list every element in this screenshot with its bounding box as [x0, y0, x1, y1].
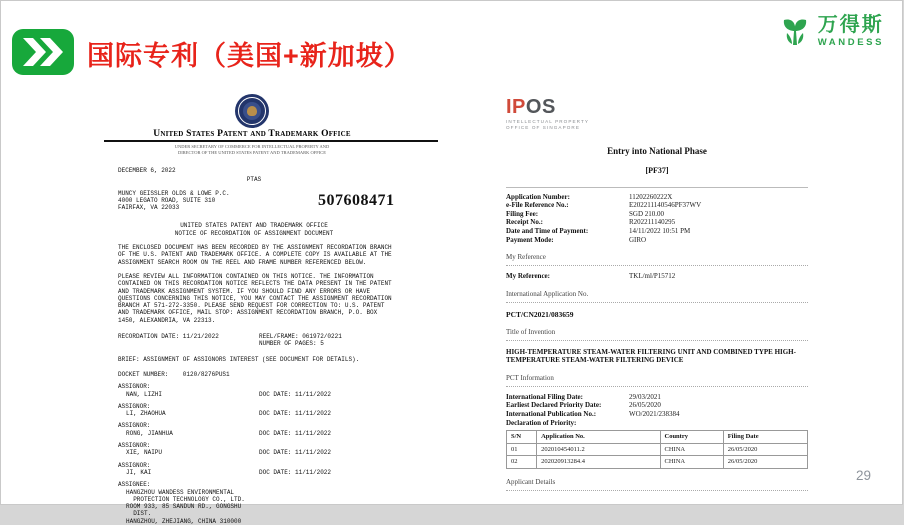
section-title-of-invention: Title of Invention [506, 328, 808, 341]
field-label: My Reference: [506, 272, 550, 281]
assignor-doc-date: DOC DATE: 11/11/2022 [259, 449, 332, 457]
field-row [506, 218, 808, 227]
my-reference-row [506, 272, 808, 281]
table-cell: 202010454011.2 [537, 443, 660, 456]
table-cell: 02 [507, 456, 537, 469]
notice-title [118, 222, 390, 237]
assignor-doc-date: DOC DATE: 11/11/2022 [259, 429, 332, 437]
assignee-block [118, 481, 398, 525]
uspto-header [104, 94, 400, 139]
assignor-label: ASSIGNOR: [118, 383, 151, 391]
field-value: WO/2021/238384 [629, 409, 680, 418]
column-header: S/N [507, 431, 537, 444]
assignor-name: RONG, JIANHUA [126, 429, 173, 437]
field-value: 14/11/2022 10:51 PM [629, 226, 691, 235]
assignor-doc-date: DOC DATE: 11/11/2022 [259, 390, 332, 398]
reel-frame-block [259, 333, 342, 348]
field-label: Declaration of Priority: [506, 418, 577, 427]
table-row [507, 443, 808, 456]
column-header: Filing Date [723, 431, 807, 444]
double-chevron-icon [12, 29, 74, 75]
invention-title: HIGH-TEMPERATURE STEAM-WATER FILTERING UNIT AND COMBINED TYPE HIGH-TEMPERATURE STEAM-WATER FILTERING DEVICE [506, 347, 796, 365]
page-number: 29 [856, 468, 872, 483]
uspto-body [118, 167, 398, 525]
assignee-label: ASSIGNEE: [118, 481, 151, 489]
field-row [506, 210, 808, 219]
field-label: Payment Mode: [506, 235, 554, 244]
form-title: Entry into National Phase [607, 145, 707, 156]
field-label: International Filing Date: [506, 392, 583, 401]
assignor-label: ASSIGNOR: [118, 422, 151, 430]
ipos-sub-line1: INTELLECTUAL PROPERTY [506, 119, 590, 124]
priority-table [506, 430, 808, 469]
field-label: Filing Fee: [506, 209, 539, 218]
ipos-os-letters: OS [525, 96, 556, 118]
brief-line: BRIEF: ASSIGNMENT OF ASSIGNORS INTEREST (SEE DOCUMENT FOR DETAILS). [118, 355, 360, 363]
table-cell: CHINA [660, 443, 723, 456]
assignor-doc-date: DOC DATE: 11/11/2022 [259, 410, 332, 418]
field-row [506, 193, 808, 202]
form-code: [PF37] [645, 165, 669, 175]
field-value: GIRO [629, 235, 647, 244]
brand-name-cn: 万得斯 [817, 13, 884, 36]
field-label: International Publication No.: [506, 409, 597, 418]
uspto-seal-icon [235, 94, 269, 128]
table-cell: 202020913284.4 [537, 456, 660, 469]
ptas-code: PTAS [246, 176, 262, 184]
addressee-line: 4000 LEGATO ROAD, SUITE 310 [118, 196, 216, 204]
addressee-line: MUNCY GEISSLER OLDS & LOWE P.C. [118, 189, 230, 197]
assignee-line: DIST. [126, 510, 152, 518]
ipos-wordmark [506, 97, 808, 117]
confirmation-number: 507608471 [318, 191, 395, 209]
column-header: Application No. [537, 431, 660, 444]
field-row [506, 419, 808, 428]
assignor-block [118, 462, 398, 477]
brand-text [818, 15, 884, 48]
notice-paragraph-2: PLEASE REVIEW ALL INFORMATION CONTAINED ON THIS NOTICE. THE INFORMATION CONTAINED ON THIS RECORDATION NOTICE REFLECTS THE DATA PRESENT IN THE PATENT AND TRADEMARK ASSIGNMENT SYSTEM. IF YOU SHOULD FIND ANY ERRORS OR HAVE QUESTIONS CONCERNING THIS NOTICE, YOU MAY CONTACT THE ASSIGNMENT RECORDATION BRANCH AT 571-272-3350. PLEASE SEND REQUEST FOR CORRECTION TO: U.S. PATENT AND TRADEMARK OFFICE, MAIL STOP: ASSIGNMENT RECORDATION BRANCH, P.O. BOX 1450, ALEXANDRIA, VA 22313. [118, 272, 396, 324]
brand-name-en: WANDESS [817, 36, 884, 48]
assignor-label: ASSIGNOR: [118, 461, 151, 469]
assignee-line: HANGZHOU WANDESS ENVIRONMENTAL [126, 488, 235, 496]
field-value: SGD 210.00 [629, 209, 665, 218]
number-of-pages: NUMBER OF PAGES: 5 [259, 340, 324, 348]
field-value: E202211140546PF37WV [629, 201, 702, 210]
assignor-name: XIE, NAIPU [126, 449, 163, 457]
table-cell: 26/05/2020 [723, 456, 807, 469]
addressee-line: FAIRFAX, VA 22033 [118, 204, 180, 212]
field-value: 29/03/2021 [629, 392, 661, 401]
notice-title-line2: NOTICE OF RECORDATION OF ASSIGNMENT DOCUMENT [174, 229, 334, 237]
field-row [506, 401, 808, 410]
table-cell: 01 [507, 443, 537, 456]
uspto-sub-line2: DIRECTOR OF THE UNITED STATES PATENT AND TRADEMARK OFFICE [178, 149, 326, 155]
recordation-row [118, 333, 398, 348]
header-rule [104, 140, 438, 142]
reel-frame: REEL/FRAME: 061972/0221 [259, 333, 342, 341]
section-pct-information: PCT Information [506, 374, 808, 387]
recordation-date: RECORDATION DATE: 11/21/2022 [118, 333, 219, 341]
field-row [506, 201, 808, 210]
assignee-line: ROOM 933, 85 SANDUN RD., GONGSHU [126, 503, 242, 511]
addressee-lines [118, 190, 282, 212]
field-label: Earliest Declared Priority Date: [506, 401, 602, 410]
ipos-document [506, 97, 808, 491]
section-international-application: International Application No. [506, 290, 808, 303]
field-row [506, 236, 808, 245]
docket-number: DOCKET NUMBER: 0120/8276PUS1 [118, 370, 230, 378]
assignor-block [118, 403, 398, 418]
field-label: e-File Reference No.: [506, 201, 569, 210]
payment-fields [506, 193, 808, 245]
brand-logo [778, 14, 884, 48]
assignor-name: JI, KAI [126, 468, 152, 476]
section-applicant-details: Applicant Details [506, 478, 808, 491]
table-row [507, 456, 808, 469]
divider [506, 187, 808, 188]
field-row [506, 410, 808, 419]
uspto-document [104, 94, 438, 525]
pct-fields [506, 393, 808, 427]
international-application-number: PCT/CN2021/083659 [506, 309, 574, 319]
table-header-row [507, 431, 808, 444]
field-value: R202211140295 [629, 218, 676, 227]
assignor-label: ASSIGNOR: [118, 442, 151, 450]
assignor-doc-date: DOC DATE: 11/11/2022 [259, 468, 332, 476]
ipos-sub-line2: OFFICE OF SINGAPORE [506, 124, 580, 130]
table-cell: 26/05/2020 [723, 443, 807, 456]
wandess-leaf-icon [778, 14, 812, 48]
field-label: Application Number: [506, 192, 570, 201]
page-title: 国际专利（美国+新加坡） [87, 41, 412, 71]
field-label: Receipt No.: [506, 218, 543, 227]
chevron-glyphs [21, 38, 65, 66]
section-my-reference: My Reference [506, 253, 808, 266]
field-label: Date and Time of Payment: [506, 226, 589, 235]
assignor-block [118, 383, 398, 398]
table-cell: CHINA [660, 456, 723, 469]
ipos-logo [506, 97, 808, 131]
assignor-block [118, 422, 398, 437]
addressee-block [118, 190, 398, 212]
field-value: 11202260222X [629, 192, 673, 201]
assignee-line: HANGZHOU, ZHEJIANG, CHINA 310000 [126, 517, 242, 525]
field-value: TKL/ml/P15712 [629, 272, 676, 281]
assignor-label: ASSIGNOR: [118, 402, 151, 410]
assignor-name: LI, ZHAOHUA [126, 410, 166, 418]
assignor-name: NAN, LIZHI [126, 390, 163, 398]
uspto-office-name: United States Patent and Trademark Office [153, 129, 351, 139]
uspto-sub-line1: UNDER SECRETARY OF COMMERCE FOR INTELLECTUAL PROPERTY AND [174, 144, 330, 149]
field-row [506, 227, 808, 236]
assignee-line: PROTECTION TECHNOLOGY CO., LTD. [126, 495, 245, 503]
column-header: Country [660, 431, 723, 444]
letter-date: DECEMBER 6, 2022 [118, 167, 176, 174]
field-row [506, 393, 808, 402]
ipos-ip-letters: IP [506, 96, 526, 118]
notice-title-line1: UNITED STATES PATENT AND TRADEMARK OFFICE [180, 222, 328, 230]
field-value: 26/05/2020 [629, 401, 661, 410]
notice-paragraph-1: THE ENCLOSED DOCUMENT HAS BEEN RECORDED BY THE ASSIGNMENT RECORDATION BRANCH OF THE U.S. PATENT AND TRADEMARK OFFICE. A COMPLETE COPY IS AVAILABLE AT THE ASSIGNMENT SEARCH ROOM ON THE REEL AND FRAME NUMBER REFERENCED BELOW. [118, 244, 396, 266]
assignor-block [118, 442, 398, 457]
